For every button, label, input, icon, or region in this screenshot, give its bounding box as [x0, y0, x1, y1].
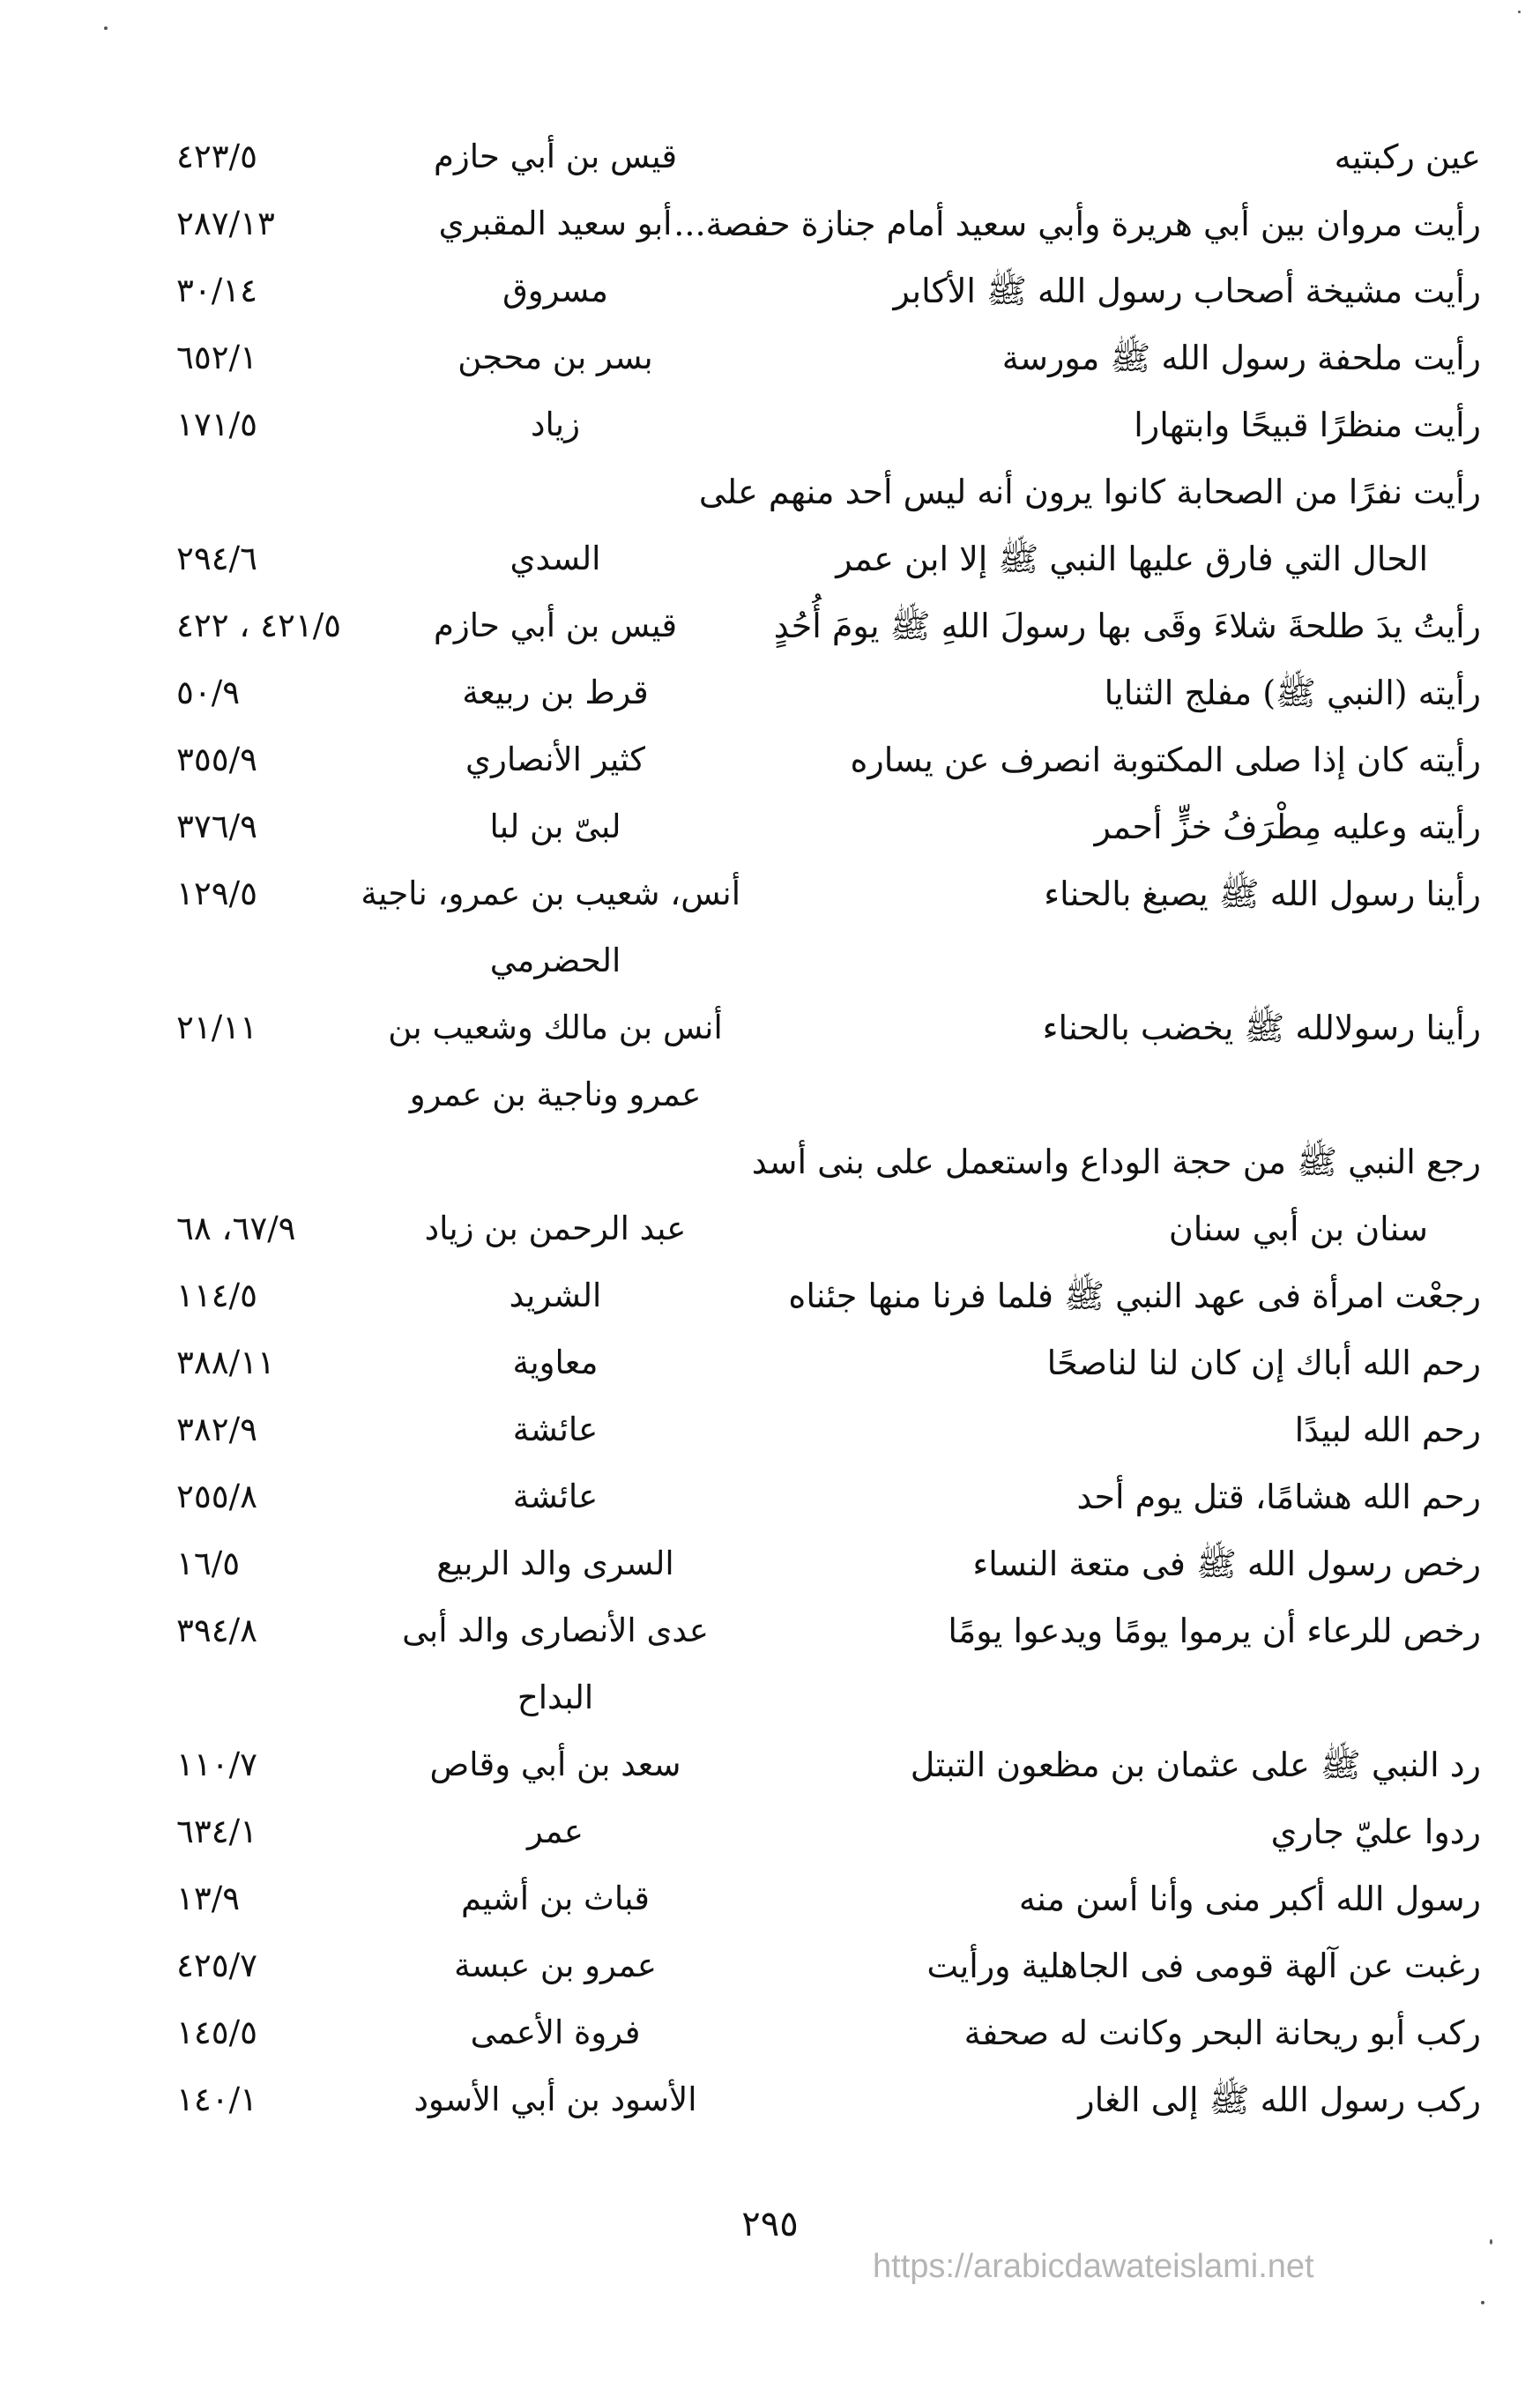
- index-row: [176, 1329, 1481, 1396]
- narrator-name: معاوية: [512, 1343, 599, 1381]
- index-row: [176, 659, 1481, 726]
- index-row: [176, 1798, 1481, 1865]
- hadith-text: رحم الله أباك إن كان لنا لناصحًا: [1046, 1343, 1481, 1382]
- hadith-text: رأينا رسولالله ﷺ يخضب بالحناء: [1042, 1008, 1481, 1047]
- index-row: [176, 525, 1481, 592]
- index-row: [176, 994, 1481, 1061]
- narrator-name: مسروق: [502, 272, 608, 309]
- volume-page-ref: ٣٨٨/١١: [176, 1343, 275, 1381]
- watermark-url: https://arabicdawateislami.net: [873, 2248, 1314, 2285]
- volume-page-ref: ١٤٥/٥: [176, 2013, 257, 2051]
- volume-page-ref: ٣٥٥/٩: [176, 741, 257, 778]
- volume-page-ref: ٢٨٧/١٣: [176, 205, 275, 242]
- narrator-name: عدى الأنصارى والد أبى: [402, 1611, 709, 1649]
- volume-page-ref: ٤٢١/٥ ، ٤٢٢: [176, 607, 342, 644]
- scan-speck: [1518, 11, 1521, 13]
- index-row: [176, 2066, 1481, 2133]
- narrator-name: زياد: [531, 406, 580, 443]
- index-row: [176, 726, 1481, 793]
- index-row: [176, 1463, 1481, 1530]
- narrator-name: السدي: [510, 540, 601, 577]
- hadith-text: الحال التي فارق عليها النبي ﷺ إلا ابن عمر: [836, 540, 1428, 578]
- index-row: [176, 1664, 1481, 1731]
- narrator-name: لبىّ بن لبا: [489, 808, 621, 845]
- volume-page-ref: ٥٠/٩: [176, 674, 241, 711]
- narrator-name: عمر: [527, 1812, 584, 1850]
- volume-page-ref: ١٢٩/٥: [176, 875, 257, 912]
- index-row: [176, 1597, 1481, 1664]
- narrator-name: بسر بن محجن: [458, 339, 653, 376]
- narrator-name: أنس، شعيب بن عمرو، ناجية: [361, 875, 740, 912]
- narrator-name: قيس بن أبي حازم: [433, 607, 678, 644]
- page-number: ٢٩٥: [741, 2204, 799, 2244]
- narrator-name: الأسود بن أبي الأسود: [413, 2080, 697, 2118]
- narrator-name: عائشة: [512, 1477, 599, 1515]
- narrator-name: البداح: [517, 1678, 594, 1716]
- hadith-text: رأيت نفرًا من الصحابة كانوا يرون أنه ليس أحد منهم على: [698, 473, 1481, 511]
- index-row: [176, 1396, 1481, 1463]
- volume-page-ref: ٦٧/٩، ٦٨: [176, 1209, 296, 1247]
- index-row: [176, 1530, 1481, 1597]
- hadith-text: رخص للرعاء أن يرموا يومًا ويدعوا يومًا: [948, 1611, 1481, 1650]
- hadith-text: رأينا رسول الله ﷺ يصبغ بالحناء: [1044, 875, 1481, 913]
- narrator-name: قرط بن ربيعة: [462, 674, 649, 711]
- hadith-text: سنان بن أبي سنان: [1168, 1209, 1428, 1248]
- hadith-text: رجع النبي ﷺ من حجة الوداع واستعمل على بنى أسد: [751, 1142, 1481, 1181]
- volume-page-ref: ٣٧٦/٩: [176, 808, 257, 845]
- hadith-text: رحم الله لبيدًا: [1294, 1410, 1481, 1449]
- volume-page-ref: ٣٨٢/٩: [176, 1410, 257, 1448]
- hadith-text: رسول الله أكبر منى وأنا أسن منه: [1018, 1879, 1481, 1918]
- index-row: [176, 1932, 1481, 1999]
- hadith-text: رأيتُ يدَ طلحةَ شلاءَ وقَى بها رسولَ اللهِ ﷺ يومَ أُحُدٍ: [773, 607, 1481, 645]
- hadith-text: ركب أبو ريحانة البحر وكانت له صحفة: [963, 2013, 1481, 2052]
- narrator-name: قيس بن أبي حازم: [433, 138, 678, 175]
- index-row: [176, 1061, 1481, 1128]
- hadith-text: رجعْت امرأة فى عهد النبي ﷺ فلما فرنا منها جئناه: [788, 1276, 1481, 1315]
- volume-page-ref: ١٤٠/١: [176, 2080, 257, 2118]
- hadith-text: رغبت عن آلهة قومى فى الجاهلية ورأيت: [926, 1946, 1481, 1985]
- index-row: [176, 793, 1481, 860]
- index-row: [176, 592, 1481, 659]
- scan-speck: [1481, 2301, 1484, 2304]
- hadith-text: عين ركبتيه: [1334, 138, 1481, 176]
- narrator-name: فروة الأعمى: [470, 2013, 641, 2051]
- narrator-name: الحضرمي: [489, 942, 621, 979]
- hadith-text: رأيت مروان بين أبي هريرة وأبي سعيد أمام جنازة حفصة...: [673, 205, 1481, 243]
- hadith-text: رأيت منظرًا قبيحًا وابتهارا: [1134, 406, 1481, 444]
- index-row: [176, 324, 1481, 391]
- index-row: [176, 458, 1481, 525]
- index-row: [176, 927, 1481, 994]
- index-row: [176, 391, 1481, 458]
- hadith-text: رأيت ملحفة رسول الله ﷺ مورسة: [1001, 339, 1481, 377]
- hadith-index-table: [176, 123, 1481, 2133]
- index-row: [176, 1195, 1481, 1262]
- hadith-text: رحم الله هشامًا، قتل يوم أحد: [1076, 1477, 1481, 1516]
- volume-page-ref: ٢٥٥/٨: [176, 1477, 257, 1515]
- index-row: [176, 1262, 1481, 1329]
- hadith-text: ركب رسول الله ﷺ إلى الغار: [1078, 2080, 1481, 2119]
- hadith-text: رأيته وعليه مِطْرَفُ خزٍّ أحمر: [1094, 808, 1481, 846]
- index-row: [176, 1865, 1481, 1932]
- narrator-name: عمرو وناجية بن عمرو: [409, 1075, 702, 1113]
- narrator-name: الشريد: [509, 1276, 602, 1314]
- volume-page-ref: ٣٠/١٤: [176, 272, 257, 309]
- volume-page-ref: ١٣/٩: [176, 1879, 241, 1917]
- volume-page-ref: ٤٢٥/٧: [176, 1946, 257, 1984]
- narrator-name: سعد بن أبي وقاص: [429, 1745, 681, 1783]
- index-row: [176, 123, 1481, 190]
- volume-page-ref: ١٦/٥: [176, 1544, 241, 1582]
- volume-page-ref: ١٧١/٥: [176, 406, 257, 443]
- narrator-name: السرى والد الربيع: [436, 1544, 674, 1582]
- index-row: [176, 1128, 1481, 1195]
- narrator-name: قباث بن أشيم: [460, 1879, 650, 1917]
- hadith-text: رد النبي ﷺ على عثمان بن مظعون التبتل: [910, 1745, 1481, 1784]
- narrator-name: أبو سعيد المقبري: [438, 205, 673, 242]
- hadith-text: رخص رسول الله ﷺ فى متعة النساء: [972, 1544, 1481, 1583]
- index-row: [176, 1731, 1481, 1798]
- index-row: [176, 1999, 1481, 2066]
- index-row: [176, 190, 1481, 257]
- scan-speck: [1490, 2239, 1492, 2244]
- narrator-name: كثير الأنصاري: [465, 741, 645, 778]
- hadith-text: رأيته (النبي ﷺ) مفلج الثنايا: [1104, 674, 1481, 712]
- index-row: [176, 860, 1481, 927]
- volume-page-ref: ٦٣٤/١: [176, 1812, 257, 1850]
- volume-page-ref: ٦٥٢/١: [176, 339, 257, 376]
- narrator-name: عمرو بن عبسة: [454, 1946, 657, 1984]
- volume-page-ref: ٢٩٤/٦: [176, 540, 257, 577]
- index-row: [176, 257, 1481, 324]
- scan-speck: [104, 26, 108, 30]
- hadith-text: ردوا عليّ جاري: [1270, 1812, 1481, 1851]
- volume-page-ref: ١١٠/٧: [176, 1745, 257, 1783]
- narrator-name: أنس بن مالك وشعيب بن: [388, 1008, 723, 1046]
- hadith-text: رأيته كان إذا صلى المكتوبة انصرف عن يساره: [850, 741, 1481, 779]
- volume-page-ref: ٣٩٤/٨: [176, 1611, 257, 1649]
- volume-page-ref: ٢١/١١: [176, 1008, 257, 1046]
- volume-page-ref: ٤٢٣/٥: [176, 138, 257, 175]
- narrator-name: عبد الرحمن بن زياد: [424, 1209, 687, 1247]
- hadith-text: رأيت مشيخة أصحاب رسول الله ﷺ الأكابر: [893, 272, 1481, 310]
- narrator-name: عائشة: [512, 1410, 599, 1448]
- volume-page-ref: ١١٤/٥: [176, 1276, 257, 1314]
